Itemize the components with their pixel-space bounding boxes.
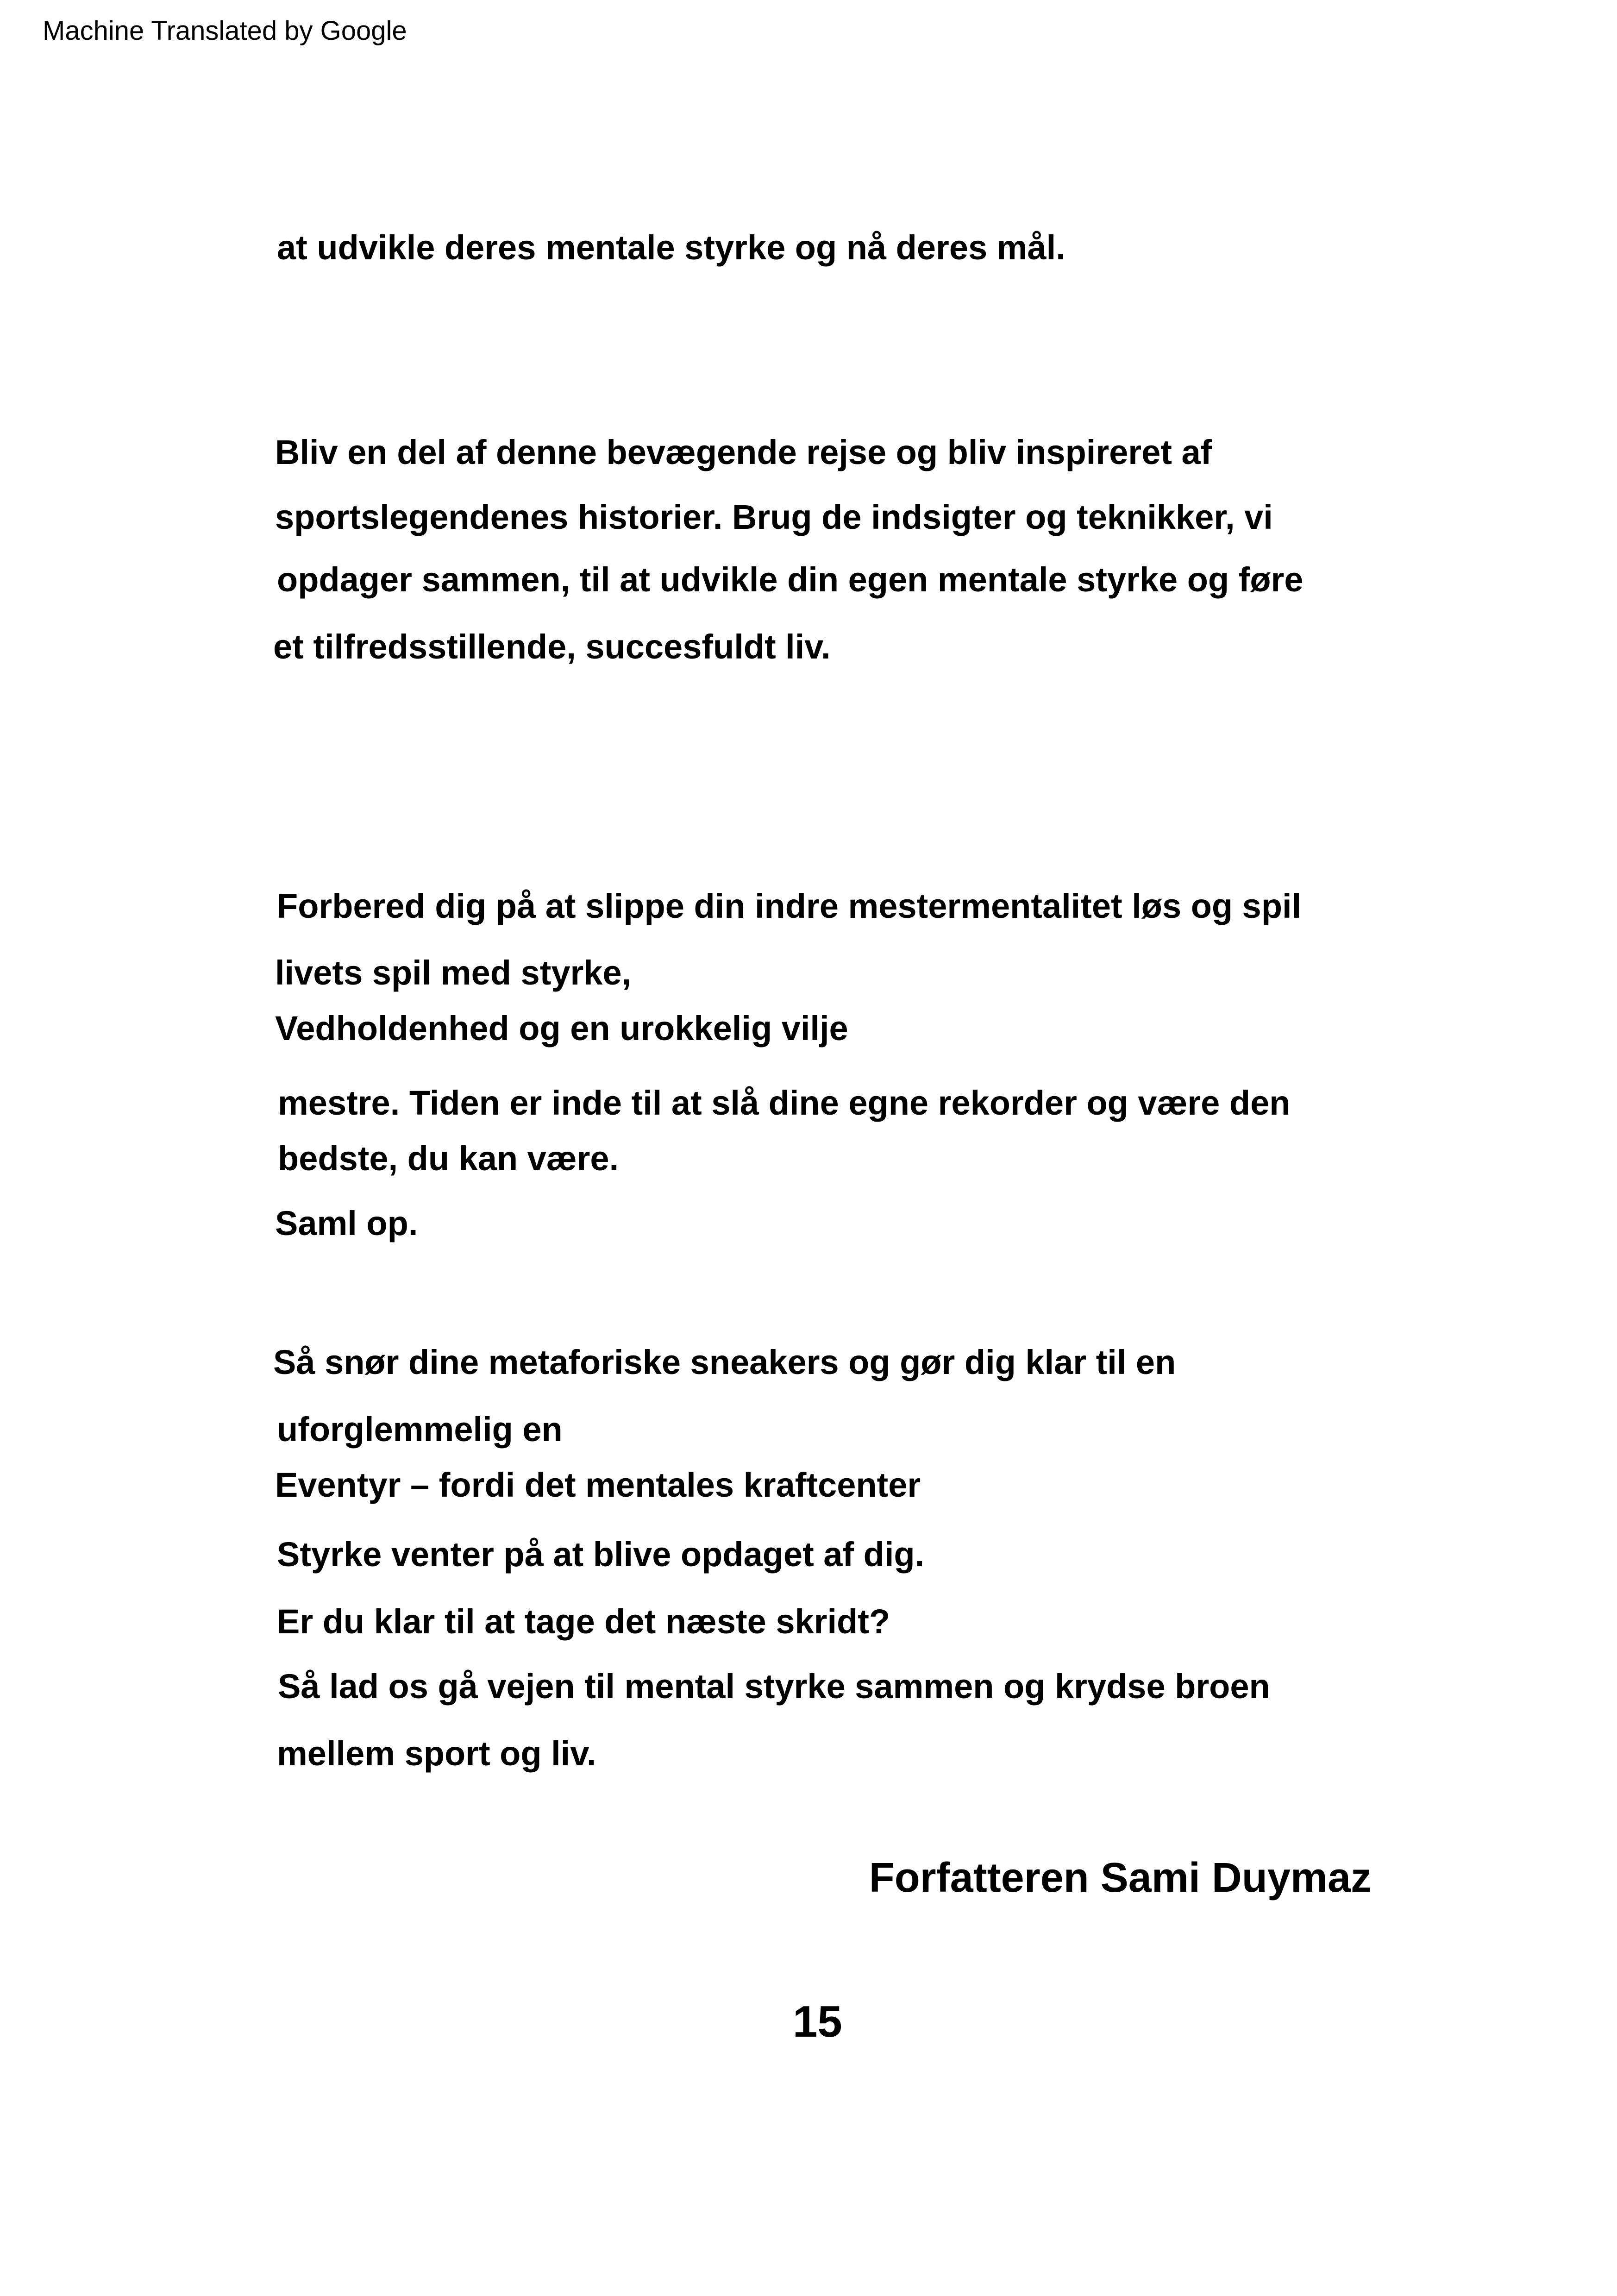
- paragraph-2-line-1: Bliv en del af denne bevægende rejse og bliv inspireret af: [275, 433, 1212, 471]
- paragraph-3-line-2: livets spil med styrke,: [275, 954, 632, 992]
- page-number: 15: [793, 1997, 842, 2046]
- paragraph-4-line-3: Eventyr – fordi det mentales kraftcenter: [275, 1466, 921, 1504]
- paragraph-4-line-6: Så lad os gå vejen til mental styrke sammen og krydse broen: [278, 1667, 1270, 1706]
- machine-translation-note: Machine Translated by Google: [43, 16, 407, 46]
- paragraph-1-line-1: at udvikle deres mentale styrke og nå deres mål.: [277, 228, 1065, 267]
- paragraph-4-line-5: Er du klar til at tage det næste skridt?: [277, 1602, 890, 1641]
- paragraph-2-line-3: opdager sammen, til at udvikle din egen mentale styrke og føre: [277, 560, 1304, 599]
- paragraph-3-line-3: Vedholdenhed og en urokkelig vilje: [275, 1009, 848, 1048]
- paragraph-4-line-4: Styrke venter på at blive opdaget af dig.: [277, 1535, 925, 1574]
- paragraph-4-line-1: Så snør dine metaforiske sneakers og gør dig klar til en: [273, 1343, 1176, 1381]
- paragraph-4-line-2: uforglemmelig en: [277, 1410, 563, 1449]
- paragraph-3-line-1: Forbered dig på at slippe din indre mestermentalitet løs og spil: [277, 887, 1302, 925]
- paragraph-3-line-6: Saml op.: [275, 1204, 418, 1242]
- author-signature: Forfatteren Sami Duymaz: [869, 1855, 1372, 1901]
- paragraph-3-line-5: bedste, du kan være.: [278, 1139, 619, 1178]
- paragraph-3-line-4: mestre. Tiden er inde til at slå dine egne rekorder og være den: [278, 1084, 1291, 1122]
- paragraph-2-line-4: et tilfredsstillende, succesfuldt liv.: [273, 627, 831, 666]
- paragraph-4-line-7: mellem sport og liv.: [277, 1734, 596, 1773]
- paragraph-2-line-2: sportslegendenes historier. Brug de indsigter og teknikker, vi: [275, 498, 1273, 536]
